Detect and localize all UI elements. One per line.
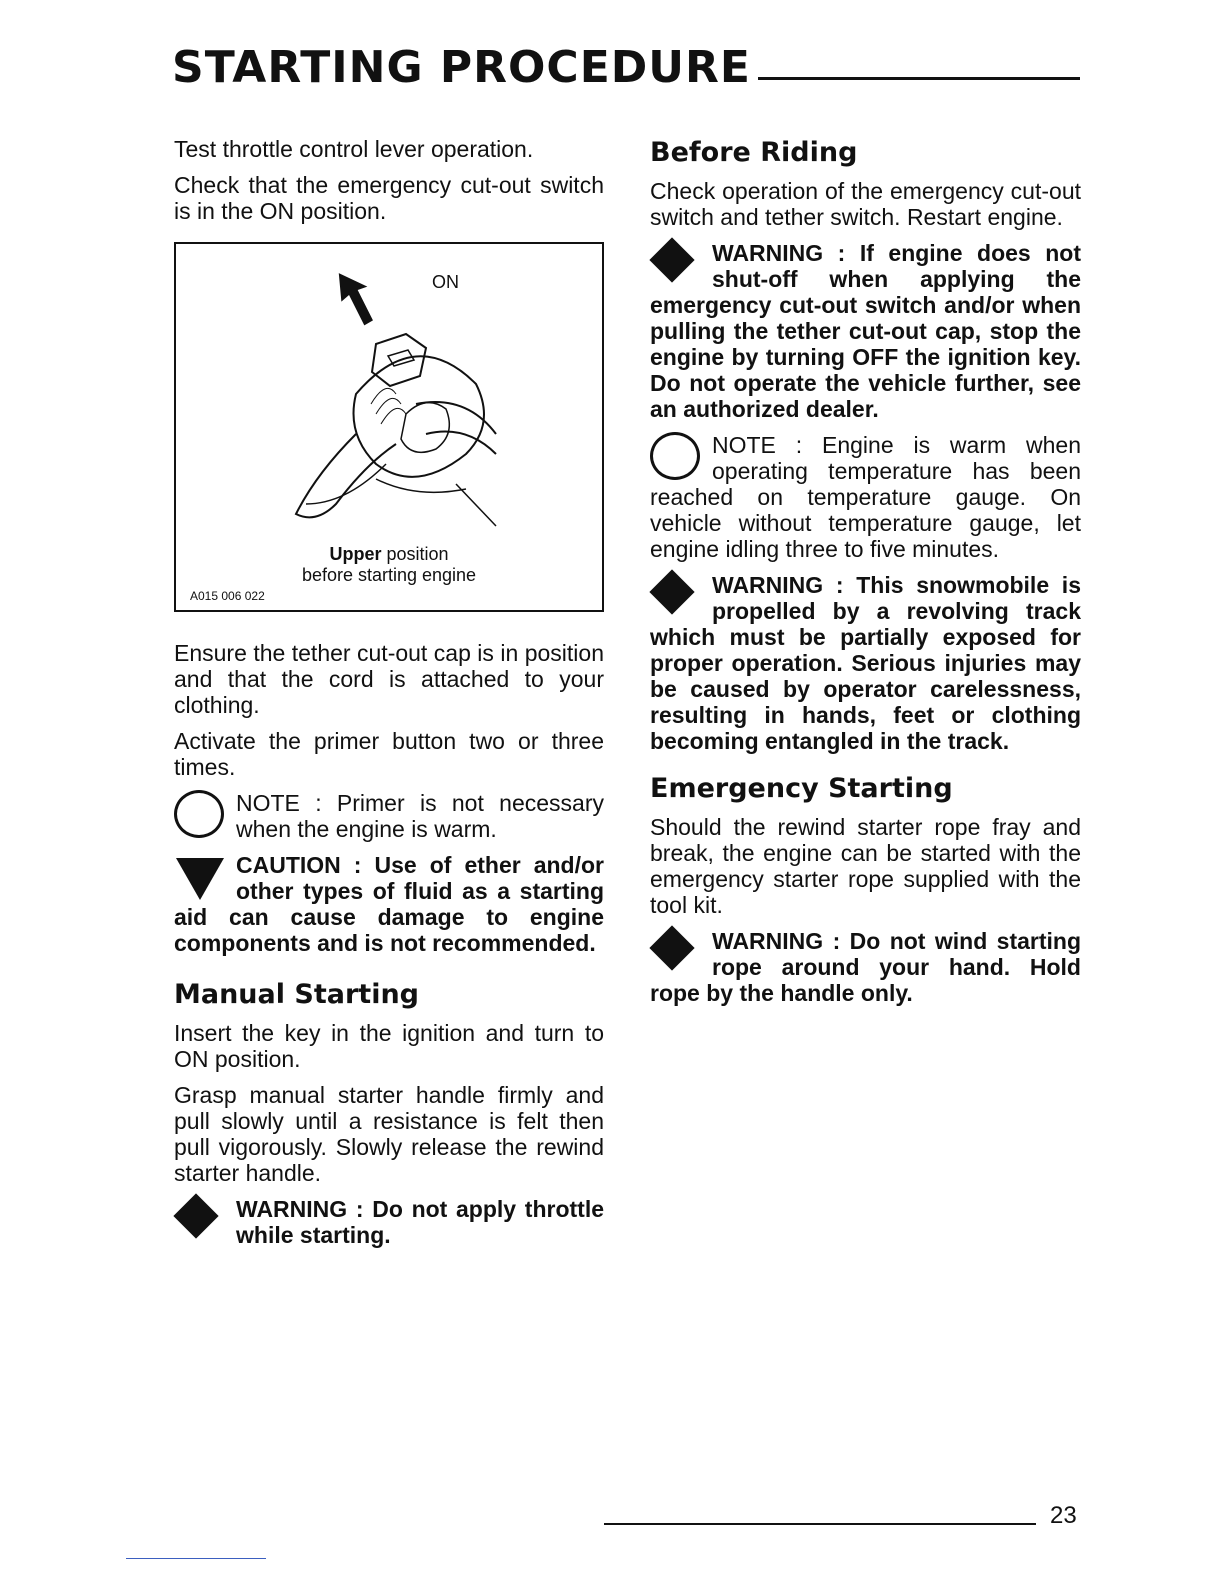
- paragraph: Check that the emergency cut-out switch is in the ON position.: [174, 172, 604, 224]
- note-text: NOTE : Primer is not necessary when the engine is warm.: [236, 790, 604, 842]
- caution-triangle-icon: [174, 852, 232, 904]
- paragraph: Insert the key in the ignition and turn to ON position.: [174, 1020, 604, 1072]
- link-underline: [126, 1558, 266, 1559]
- caution-block: [174, 852, 604, 956]
- caption-bold: Upper: [329, 544, 382, 564]
- page-title: STARTING PROCEDURE: [172, 42, 751, 93]
- warning-text: WARNING : This snowmobile is propelled by a revolving track which must be partially exposed for proper operation. Serious injuries may be caused by operator carelessness, resulting in hands, feet or clothing becoming entangled in the track.: [650, 572, 1081, 754]
- section-heading-before-riding: Before Riding: [650, 137, 858, 168]
- paragraph: Check operation of the emergency cut-out switch and tether switch. Restart engine.: [650, 178, 1081, 230]
- section-heading-emergency-starting: Emergency Starting: [650, 773, 953, 804]
- footer-rule: [604, 1523, 1036, 1525]
- caption-rest: position: [381, 544, 449, 564]
- paragraph: Grasp manual starter handle firmly and pull slowly until a resistance is felt then pull vigorously. Slowly release the rewind starter handle.: [174, 1082, 604, 1186]
- title-rule: [758, 77, 1080, 80]
- figure-caption-line2: before starting engine: [301, 565, 477, 585]
- warning-block: [174, 1196, 604, 1248]
- switch-figure: [174, 242, 604, 612]
- warning-diamond-icon: [650, 928, 708, 980]
- paragraph: Should the rewind starter rope fray and break, the engine can be started with the emergency starter rope supplied with the tool kit.: [650, 814, 1081, 918]
- left-column: [174, 136, 604, 1258]
- note-circle-icon: [650, 432, 708, 484]
- note-text: NOTE : Engine is warm when operating temperature has been reached on temperature gauge. On vehicle without temperature gauge, let engine idling three to five minutes.: [650, 432, 1081, 562]
- figure-code: A015 006 022: [190, 589, 265, 603]
- paragraph: Activate the primer button two or three times.: [174, 728, 604, 780]
- section-heading-manual-starting: Manual Starting: [174, 979, 420, 1010]
- warning-diamond-icon: [650, 240, 708, 292]
- cut-out-switch-illustration: [276, 264, 516, 534]
- warning-diamond-icon: [174, 1196, 232, 1248]
- warning-block: [650, 572, 1081, 754]
- note-block: [650, 432, 1081, 562]
- warning-text: WARNING : Do not wind starting rope around your hand. Hold rope by the handle only.: [650, 928, 1081, 1006]
- paragraph: Test throttle control lever operation.: [174, 136, 534, 162]
- on-label: ON: [432, 272, 459, 292]
- figure-caption: [176, 544, 602, 565]
- note-block: [174, 790, 604, 842]
- right-column: [650, 136, 1081, 1016]
- page-number: 23: [1050, 1502, 1077, 1529]
- warning-block: [650, 240, 1081, 422]
- warning-text: WARNING : If engine does not shut-off when applying the emergency cut-out switch and/or when pulling the tether cut-out cap, stop the engine by turning OFF the ignition key. Do not operate the vehicle further, see an authorized dealer.: [650, 240, 1081, 422]
- caution-text: CAUTION : Use of ether and/or other types of fluid as a starting aid can cause damage to engine components and is not recommended.: [174, 852, 604, 956]
- note-circle-icon: [174, 790, 232, 842]
- warning-text: WARNING : Do not apply throttle while starting.: [236, 1196, 604, 1248]
- warning-diamond-icon: [650, 572, 708, 624]
- warning-block: [650, 928, 1081, 1006]
- paragraph: Ensure the tether cut-out cap is in position and that the cord is attached to your clothing.: [174, 640, 604, 718]
